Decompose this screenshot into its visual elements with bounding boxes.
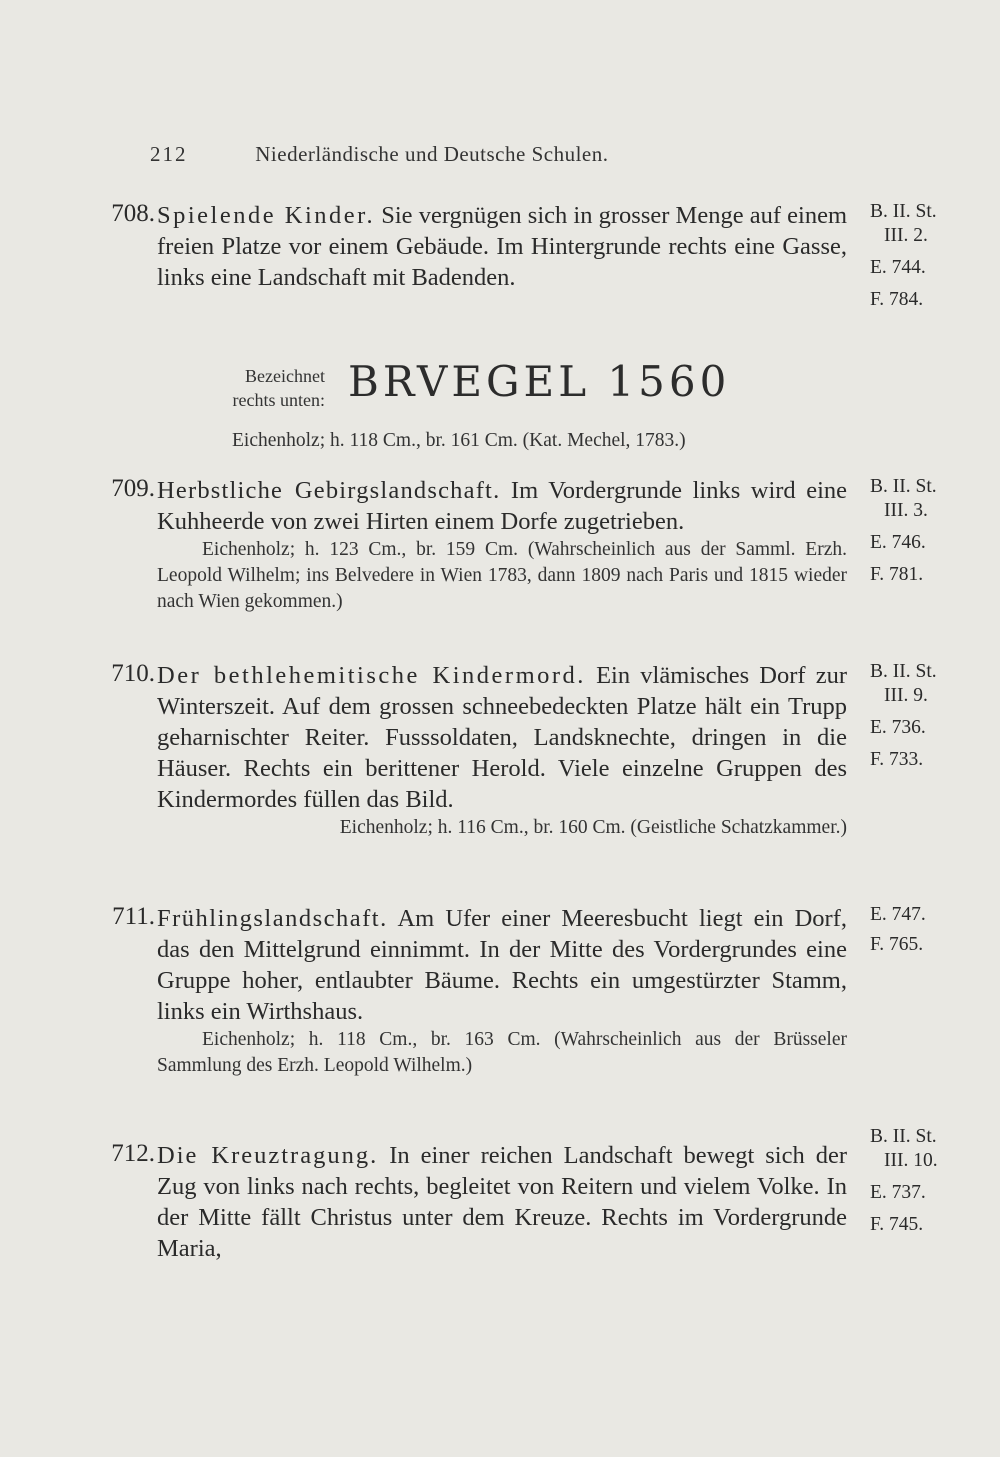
entry-description bbox=[157, 660, 847, 841]
ref-line: F. 781. bbox=[870, 564, 924, 585]
entry-note: Eichenholz; h. 118 Cm., br. 161 Cm. (Kat. Mechel, 1783.) bbox=[232, 430, 686, 451]
ref-line: F. 733. bbox=[870, 749, 924, 770]
entry-description bbox=[157, 903, 847, 1079]
ref-line: E. 747. bbox=[870, 904, 926, 925]
entry-note-708 bbox=[232, 428, 932, 454]
entry-references bbox=[870, 200, 980, 312]
entry-text: Sie vergnügen sich in grosser Menge auf einem freien Platze vor einem Gebäude. Im Hintergrunde rechts eine Gasse, links eine Landschaft mit Badenden. bbox=[157, 202, 848, 291]
running-title: Niederländische und Deutsche Schulen. bbox=[255, 142, 609, 166]
entry-note: Eichenholz; h. 123 Cm., br. 159 Cm. (Wahrscheinlich aus der Samml. Erzh. Leopold Wilhelm; ins Belvedere in Wien 1783, dann 1809 nach Paris und 1815 wieder nach Wien gekommen.) bbox=[157, 539, 847, 612]
entry-title: Spielende Kinder. bbox=[157, 202, 376, 229]
ref-line: B. II. St. bbox=[870, 661, 937, 682]
entry-title: Herbstliche Gebirgslandschaft. bbox=[157, 477, 501, 504]
ref-line: III. 3. bbox=[884, 500, 928, 521]
entry-references bbox=[870, 903, 980, 957]
page-number: 212 bbox=[150, 142, 188, 166]
signature-block bbox=[200, 352, 840, 422]
ref-line: B. II. St. bbox=[870, 201, 937, 222]
ref-line: III. 10. bbox=[884, 1150, 938, 1171]
entry-text: Am Ufer einer Meeresbucht liegt ein Dorf, das den Mittelgrund einnimmt. In der Mitte des Vordergrundes eine Gruppe hoher, entlaubter Bäume. Rechts ein umgestürzter Stamm, links ein Wirthshaus. bbox=[157, 905, 847, 1025]
entry-number: 709. bbox=[111, 475, 155, 502]
ref-line: E. 746. bbox=[870, 532, 926, 553]
entry-description bbox=[157, 1140, 847, 1264]
ref-line: E. 744. bbox=[870, 257, 926, 278]
entry-title: Frühlingslandschaft. bbox=[157, 905, 388, 932]
entry-title: Der bethlehemitische Kindermord. bbox=[157, 662, 586, 689]
ref-line: III. 2. bbox=[884, 225, 928, 246]
entry-description bbox=[157, 200, 847, 293]
entry-number: 712. bbox=[111, 1140, 155, 1167]
entry-note: Eichenholz; h. 116 Cm., br. 160 Cm. (Geistliche Schatzkammer.) bbox=[339, 817, 847, 838]
ref-line: E. 736. bbox=[870, 717, 926, 738]
ref-line: F. 765. bbox=[870, 934, 924, 955]
entry-number: 710. bbox=[111, 660, 155, 687]
entry-number: 708. bbox=[111, 200, 155, 227]
entry-text: Im Vordergrunde links wird eine Kuhheerde von zwei Hirten einem Dorfe zugetrieben. bbox=[157, 477, 847, 535]
ref-line: B. II. St. bbox=[870, 476, 937, 497]
ref-line: F. 784. bbox=[870, 289, 924, 310]
entry-text: In einer reichen Landschaft bewegt sich der Zug von links nach rechts, begleitet von Reitern und vielem Volke. In der Mitte fällt Christus unter dem Kreuze. Rechts im Vordergrunde Maria, bbox=[157, 1142, 847, 1262]
entry-text: Ein vlämisches Dorf zur Winterszeit. Auf dem grossen schneebedeckten Platze hält ein Trupp geharnischter Reiter. Fusssoldaten, Landsknechte, dringen in die Häuser. Rechts ein berittener Herold. Viele einzelne Gruppen des Kindermordes füllen das Bild. bbox=[157, 662, 847, 813]
entry-references bbox=[870, 475, 980, 587]
entry-note: Eichenholz; h. 118 Cm., br. 163 Cm. (Wahrscheinlich aus der Brüsseler Sammlung des Erzh. Leopold Wilhelm.) bbox=[157, 1029, 847, 1076]
signature-text: BRVEGEL 1560 bbox=[348, 357, 731, 406]
entry-number: 711. bbox=[112, 903, 155, 930]
entry-references bbox=[870, 1125, 980, 1237]
entry-references bbox=[870, 660, 980, 772]
ref-line: III. 9. bbox=[884, 685, 928, 706]
ref-line: B. II. St. bbox=[870, 1126, 937, 1147]
ref-line: F. 745. bbox=[870, 1214, 924, 1235]
ref-line: E. 737. bbox=[870, 1182, 926, 1203]
page-header bbox=[150, 142, 608, 167]
entry-title: Die Kreuztragung. bbox=[157, 1142, 379, 1169]
entry-description bbox=[157, 475, 847, 615]
signature-facsimile bbox=[348, 352, 828, 422]
signature-label: Bezeichnet rechts unten: bbox=[232, 366, 325, 410]
